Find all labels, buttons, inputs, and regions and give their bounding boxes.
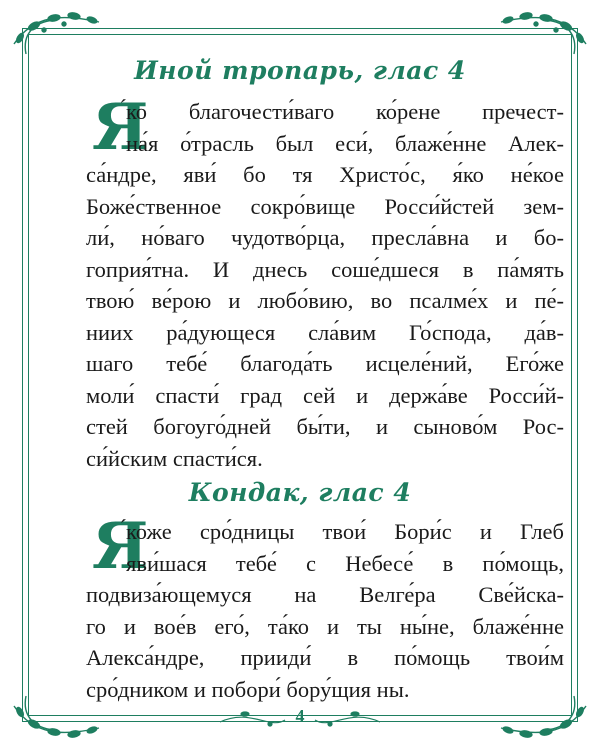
text-line: яви́шася тебе́ с Небесе́ в по́мощь, (126, 550, 564, 576)
text-line: гоприя́тна. И днесь соше́дшеся в па́мять (86, 256, 564, 282)
kontakion-dropcap: Я (92, 509, 149, 584)
kontakion-heading: Кондак, глас 4 (188, 478, 412, 507)
text-line: си́йским спасти́ся. (86, 445, 263, 471)
text-line: моли́ спасти́ град сей и держа́ве Росси́й- (86, 382, 564, 408)
text-line: твою́ ве́рою и любо́вию, во псалме́х и пе́- (86, 288, 564, 313)
corner-ornament-icon (4, 4, 114, 64)
text-line: ли́, но́ваго чудотво́рца, пресла́вна и бо- (86, 225, 564, 250)
text-line: ниих ра́дующеся сла́вим Го́спода, да́в- (86, 319, 564, 345)
kontakion-text (86, 509, 564, 705)
page-number: 4 (295, 706, 305, 726)
text-line: са́ндре, яви́ бо тя Христо́с, я́ко не́кое (86, 162, 564, 187)
text-line: Алекса́ндре, прииди́ в по́мощь твои́м (86, 645, 564, 670)
text-line: на́я о́трасль был еси́, блаже́нне Алек- (126, 130, 564, 156)
text-line: шаго тебе́ благода́ть исцеле́ний, Его́же (86, 351, 564, 376)
troparion-dropcap: Я (92, 90, 149, 165)
text-line: подвиза́ющемуся на Велге́ра Све́йска- (86, 582, 564, 607)
text-line: го и вое́в его́, та́ко и ты ны́не, блаже́нне (86, 613, 564, 639)
text-line: сро́дником и побори́ бору́щия ны. (86, 676, 410, 702)
text-line: ́коже сро́дницы твои́ Бори́с и Глеб (126, 519, 564, 544)
troparion-heading: Иной тропарь, глас 4 (134, 56, 466, 85)
corner-ornament-icon (486, 4, 596, 64)
text-line: стей богоуго́дней бы́ти, и сыново́м Рос- (86, 414, 564, 439)
text-line: Боже́ственное сокро́вище Росси́йстей зем- (86, 193, 564, 219)
troparion-text (86, 90, 564, 474)
text-line: ́ко благочести́ваго ко́рене пречест- (126, 99, 564, 124)
